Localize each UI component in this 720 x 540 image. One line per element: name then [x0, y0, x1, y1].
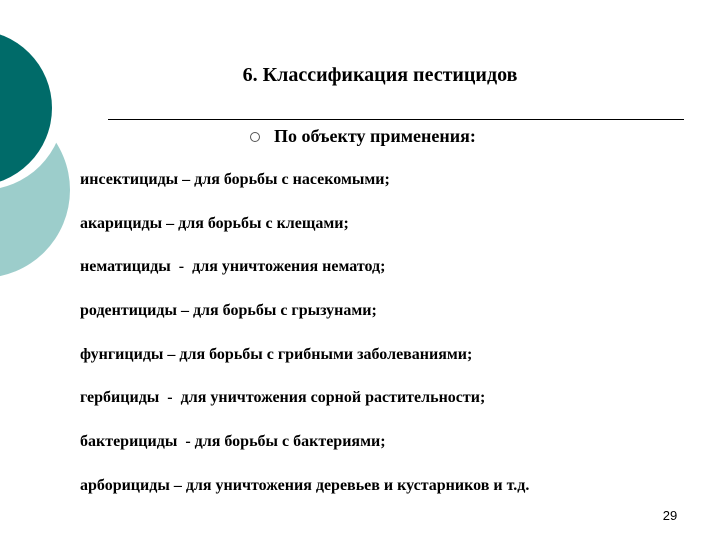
subtitle-line — [250, 126, 476, 147]
white-ring — [0, 26, 64, 190]
light-teal-circle — [0, 102, 70, 278]
list-item: нематициды - для уничтожения нематод; — [80, 258, 386, 276]
list-item: родентициды – для борьбы с грызунами; — [80, 302, 377, 320]
list-item: гербициды - для уничтожения сорной растительности; — [80, 389, 486, 407]
slide-subtitle: По объекту применения: — [274, 126, 476, 146]
list-item: арборициды – для уничтожения деревьев и кустарников и т.д. — [80, 476, 530, 494]
list-item: фунгициды – для борьбы с грибными заболеваниями; — [80, 345, 473, 363]
pesticide-list — [80, 170, 529, 520]
list-item: инсектициды – для борьбы с насекомыми; — [80, 171, 390, 188]
page-number: 29 — [662, 508, 678, 523]
list-item: акарициды – для борьбы с клещами; — [80, 214, 349, 232]
title-divider — [108, 119, 684, 120]
dark-teal-circle — [0, 30, 52, 186]
slide-title: 6. Классификация пестицидов — [242, 64, 518, 86]
list-item: бактерициды - для борьбы с бактериями; — [80, 433, 386, 451]
circle-bullet-icon — [250, 132, 260, 142]
